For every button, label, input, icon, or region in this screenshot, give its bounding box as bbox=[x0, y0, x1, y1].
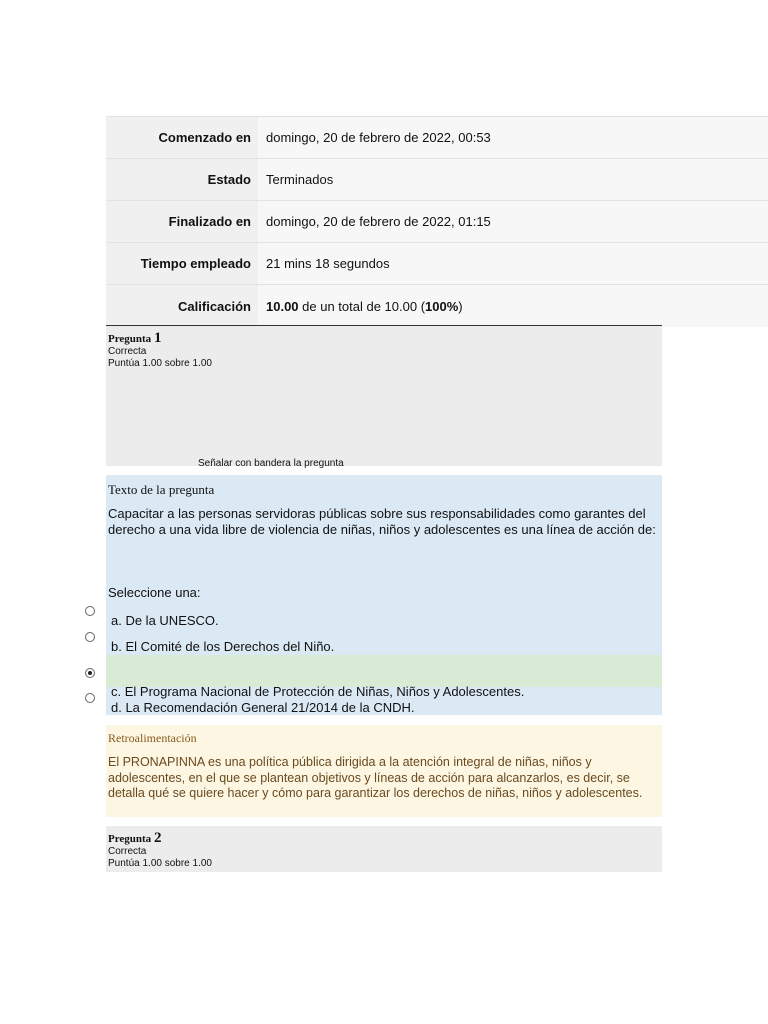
question-number: 2 bbox=[153, 830, 162, 846]
time-label: Tiempo empleado bbox=[106, 243, 258, 284]
question-1-grade: Puntúa 1.00 sobre 1.00 bbox=[108, 358, 212, 369]
finished-value: domingo, 20 de febrero de 2022, 01:15 bbox=[266, 214, 491, 229]
summary-row-finished bbox=[106, 200, 768, 242]
feedback-panel bbox=[106, 725, 662, 817]
option-c-label[interactable]: c. El Programa Nacional de Protección de Niñas, Niños y Adolescentes. bbox=[111, 684, 525, 699]
feedback-text: El PRONAPINNA es una política pública dirigida a la atención integral de niñas, niños y adolescentes, en el que se plantean objetivos y líneas de acción para alcanzarlos, es decir, se detalla qué se quiere hacer y cómo para garantizar los derechos de niñas, niños y adolescentes. bbox=[108, 755, 643, 800]
grade-value bbox=[258, 285, 463, 327]
feedback-header: Retroalimentación bbox=[108, 731, 197, 745]
question-2-grade: Puntúa 1.00 sobre 1.00 bbox=[108, 858, 212, 869]
question-2-info bbox=[106, 826, 662, 872]
question-2-number bbox=[108, 830, 161, 847]
grade-label: Calificación bbox=[106, 285, 258, 327]
option-c-radio[interactable] bbox=[85, 668, 95, 678]
option-b-label[interactable]: b. El Comité de los Derechos del Niño. bbox=[111, 639, 335, 654]
question-2-state: Correcta bbox=[108, 846, 147, 857]
summary-row-time bbox=[106, 242, 768, 284]
grade-end: ) bbox=[458, 298, 463, 314]
option-b-radio[interactable] bbox=[85, 632, 95, 642]
question-label: Pregunta bbox=[108, 333, 152, 345]
question-1-info bbox=[106, 325, 662, 469]
option-d-label[interactable]: d. La Recomendación General 21/2014 de la CNDH. bbox=[111, 700, 415, 715]
question-label: Pregunta bbox=[108, 833, 152, 845]
option-d-radio[interactable] bbox=[85, 693, 95, 703]
option-a-label[interactable]: a. De la UNESCO. bbox=[111, 613, 219, 628]
time-value: 21 mins 18 segundos bbox=[266, 256, 390, 271]
grade-percent: 100% bbox=[425, 298, 459, 314]
quiz-summary-table bbox=[106, 116, 768, 327]
started-value: domingo, 20 de febrero de 2022, 00:53 bbox=[266, 130, 491, 145]
flag-question-link[interactable]: Señalar con bandera la pregunta bbox=[198, 458, 344, 469]
select-one-prompt: Seleccione una: bbox=[108, 585, 201, 600]
question-text: Capacitar a las personas servidoras públicas sobre sus responsabilidades como garantes del derecho a una vida libre de violencia de niñas, niños y adolescentes es una línea de acción de: bbox=[108, 506, 656, 537]
summary-row-started bbox=[106, 116, 768, 158]
grade-mid: de un total de 10.00 ( bbox=[298, 298, 426, 314]
correct-answer-highlight bbox=[106, 655, 662, 687]
question-number: 1 bbox=[153, 330, 162, 346]
state-label: Estado bbox=[106, 159, 258, 200]
grade-score: 10.00 bbox=[266, 298, 299, 314]
summary-row-state bbox=[106, 158, 768, 200]
started-label: Comenzado en bbox=[106, 117, 258, 158]
question-1-content bbox=[106, 475, 662, 715]
question-text-header: Texto de la pregunta bbox=[108, 482, 215, 497]
question-1-state: Correcta bbox=[108, 346, 147, 357]
option-a-radio[interactable] bbox=[85, 606, 95, 616]
question-1-number bbox=[108, 330, 161, 347]
summary-row-grade bbox=[106, 284, 768, 327]
finished-label: Finalizado en bbox=[106, 201, 258, 242]
state-value: Terminados bbox=[266, 172, 334, 187]
